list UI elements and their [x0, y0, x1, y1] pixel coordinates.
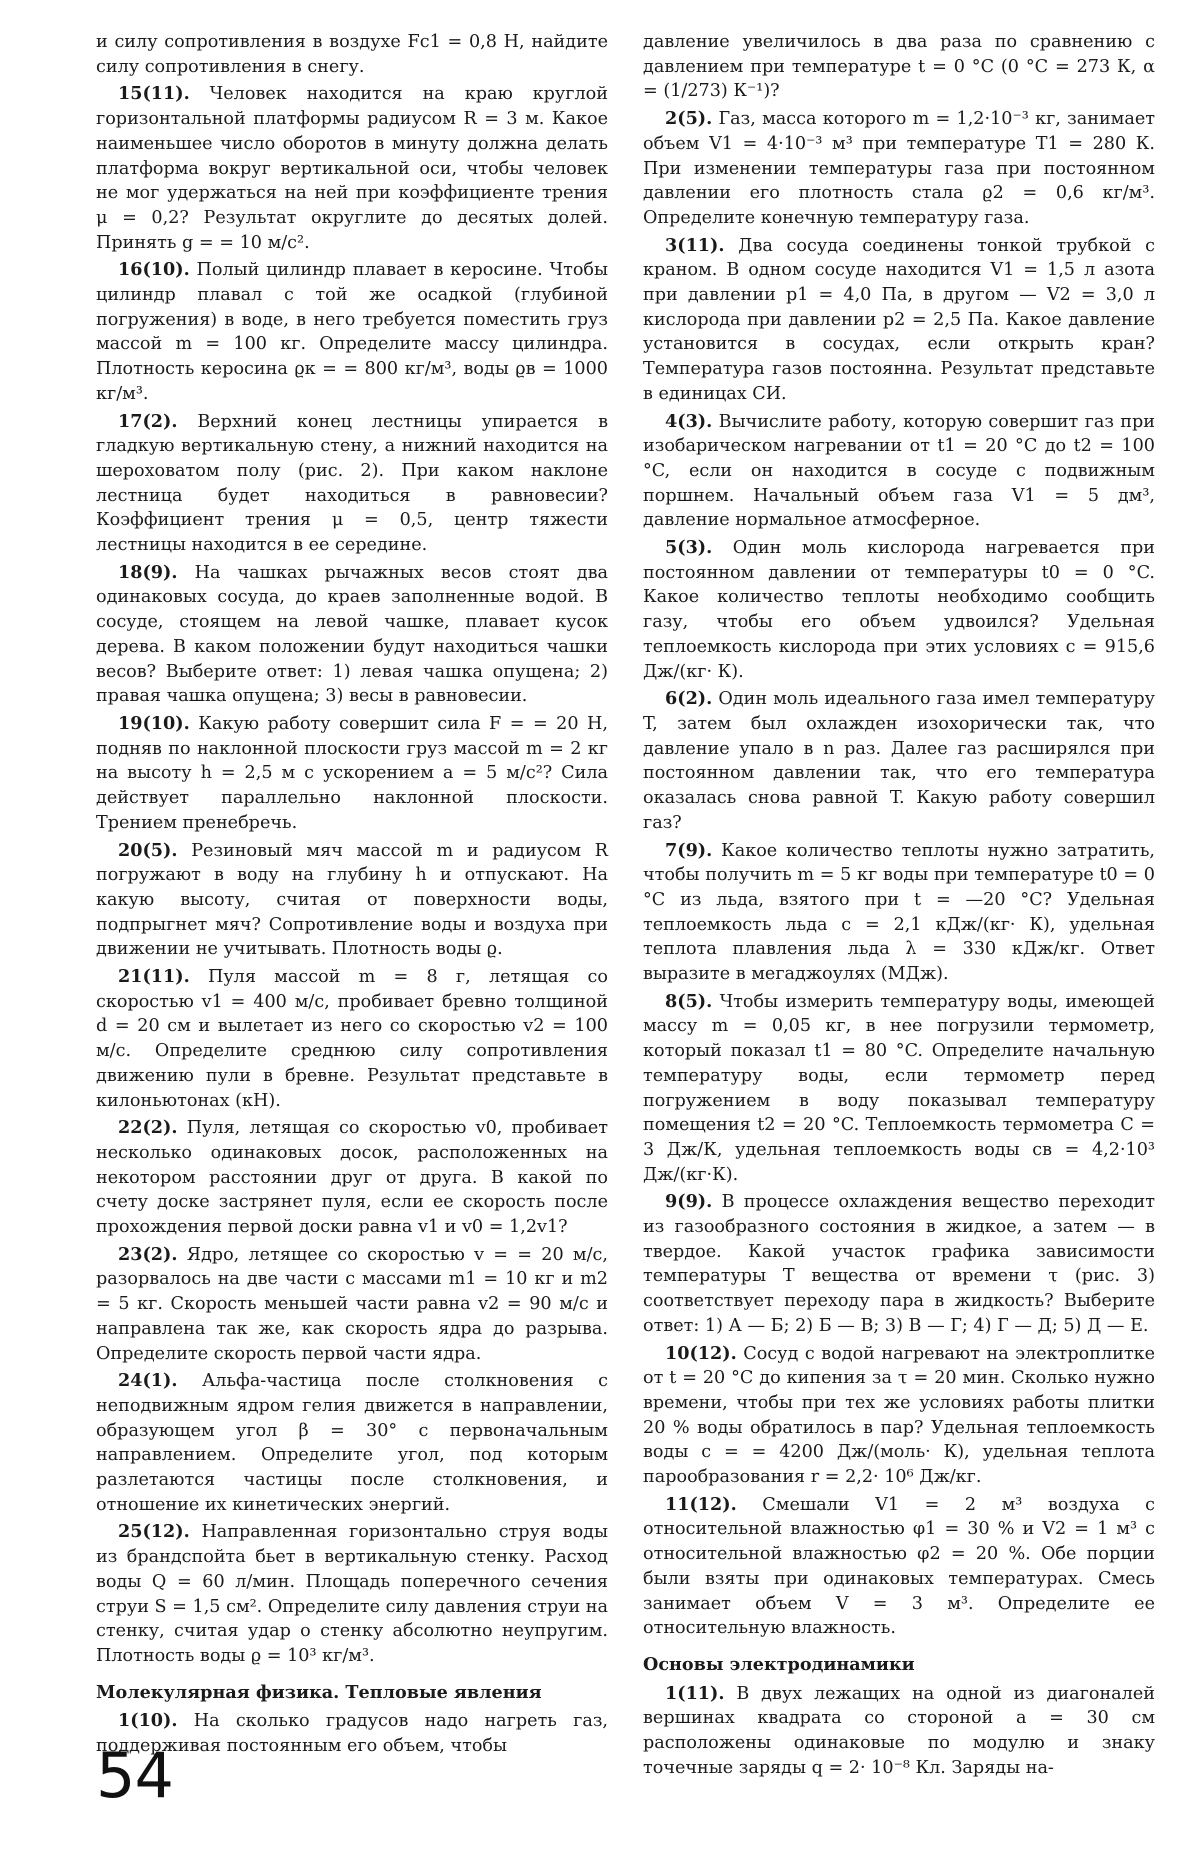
right-intro: давление увеличилось в два раза по сравнению с давлением при температуре t = 0 °C (0 °C = 273 К, α = (1/273) К⁻¹)?	[643, 32, 1155, 102]
left-column	[96, 30, 608, 1759]
problem-el-1: 1(11). В двух лежащих на одной из диагоналей вершинах квадрата со стороной a = 30 см расположены одинаковые по модулю и знаку точечные заряды q = 2· 10⁻⁸ Кл. Заряды на-	[643, 1682, 1155, 1778]
problem-21: 21(11). Пуля массой m = 8 г, летящая со скоростью v1 = 400 м/с, пробивает бревно толщиной d = 20 см и вылетает из него со скоростью v2 = 100 м/с. Определите среднюю силу сопротивления движению пули в бревне. Результат представьте в килоньютонах (кН).	[96, 966, 609, 1111]
problem-15: 15(11). Человек находится на краю круглой горизонтальной платформы радиусом R = 3 м. Какое наименьшее число оборотов в минуту должна делать платформа вокруг вертикальной оси, чтобы человек не мог удержаться на ней при коэффициенте трения μ = 0,2? Результат округлите до десятых долей. Принять g = = 10 м/с².	[96, 83, 609, 253]
problem-20: 20(5). Резиновый мяч массой m и радиусом R погружают в воду на глубину h и отпускают. На какую высоту, считая от поверхности воды, подпрыгнет мяч? Сопротивление воды и воздуха при движении не учитывать. Плотность воды ϱ.	[96, 839, 608, 960]
problem-17: 17(2). Верхний конец лестницы упирается в гладкую вертикальную стену, а нижний находится на шероховатом полу (рис. 2). При каком наклоне лестница будет находиться в равновесии? Коэффициент трения μ = 0,5, центр тяжести лестницы находится в ее середине.	[96, 410, 609, 556]
right-column	[643, 30, 1155, 1781]
page-number: 54	[96, 1739, 173, 1812]
problem-22: 22(2). Пуля, летящая со скоростью v0, пробивает несколько одинаковых досок, расположенных на некотором расстоянии друг от друга. В какой по счету доске застрянет пуля, если ее скорость после прохождения первой доски равна v1 и v0 = 1,2v1?	[96, 1117, 608, 1238]
section-title-electro: Основы электродинамики	[643, 1654, 915, 1675]
problem-mol-4: 4(3). Вычислите работу, которую совершит газ при изобарическом нагревании от t1 = 20 °C до t2 = 100 °C, если он находится в сосуде с подвижным поршнем. Начальный объем газа V1 = 5 дм³, давление нормальное атмосферное.	[643, 410, 1155, 531]
section-title-molecular: Молекулярная физика. Тепловые явления	[96, 1681, 542, 1703]
problem-mol-10: 10(12). Сосуд с водой нагревают на электроплитке от t = 20 °C до кипения за τ = 20 мин. Сколько нужно времени, чтобы при тех же условиях работы плитки 20 % воды обратилось в пар? Удельная теплоемкость воды c = = 4200 Дж/(моль· К), удельная теплота парообразования r = 2,2· 10⁶ Дж/кг.	[643, 1342, 1155, 1488]
problem-19: 19(10). Какую работу совершит сила F = = 20 Н, подняв по наклонной плоскости груз массой m = 2 кг на высоту h = 2,5 м с ускорением a = 5 м/с²? Сила действует параллельно наклонной плоскости. Трением пренебречь.	[96, 712, 608, 833]
problem-mol-2: 2(5). Газ, масса которого m = 1,2·10⁻³ кг, занимает объем V1 = 4·10⁻³ м³ при температуре T1 = 280 К. При изменении температуры газа при постоянном давлении его плотность стала ϱ2 = 0,6 кг/м³. Определите конечную температуру газа.	[643, 108, 1156, 228]
problem-mol-1: 1(10). На сколько градусов надо нагреть газ, поддерживая постоянным его объем, чтобы	[96, 1710, 609, 1757]
problem-18: 18(9). На чашках рычажных весов стоят два одинаковых сосуда, до краев заполненные водой. В сосуде, стоящем на левой чашке, плавает кусок дерева. В каком положении будут находиться чашки весов? Выберите ответ: 1) левая чашка опущена; 2) правая чашка опущена; 3) весы в равновесии.	[96, 561, 608, 707]
problem-mol-5: 5(3). Один моль кислорода нагревается при постоянном давлении от температуры t0 = 0 °C. Какое количество теплоты необходимо сообщить газу, чтобы его объем удвоился? Удельная теплоемкость кислорода при этих условиях c = 915,6 Дж/(кг· К).	[643, 537, 1156, 682]
problem-mol-6: 6(2). Один моль идеального газа имел температуру T, затем был охлажден изохорически так, что давление упало в n раз. Далее газ расширялся при постоянном давлении так, что его температура оказалась снова равной T. Какую работу совершил газ?	[643, 688, 1155, 833]
problem-24: 24(1). Альфа-частица после столкновения с неподвижным ядром гелия движется в направлении, образующем угол β = 30° с первоначальным направлением. Определите угол, под которым разлетаются частицы после столкновения, и отношение их кинетических энергий.	[96, 1370, 609, 1515]
problem-25: 25(12). Направленная горизонтально струя воды из брандспойта бьет в вертикальную стенку. Расход воды Q = 60 л/мин. Площадь поперечного сечения струи S = 1,5 см². Определите силу давления струи на стенку, считая удар о стенку абсолютно неупругим. Плотность воды ϱ = 10³ кг/м³.	[96, 1521, 609, 1666]
problem-16: 16(10). Полый цилиндр плавает в керосине. Чтобы цилиндр плавал с той же осадкой (глубиной погружения) в воде, в него требуется поместить груз массой m = 100 кг. Определите массу цилиндра. Плотность керосина ϱк = = 800 кг/м³, воды ϱв = 1000 кг/м³.	[96, 259, 609, 404]
left-intro: и силу сопротивления в воздухе Fc1 = 0,8 Н, найдите силу сопротивления в снегу.	[96, 32, 608, 77]
problem-23: 23(2). Ядро, летящее со скоростью v = = 20 м/с, разорвалось на две части с массами m1 = 10 кг и m2 = 5 кг. Скорость меньшей части равна v2 = 90 м/с и направлена так же, как скорость ядра до разрыва. Определите скорость первой части ядра.	[96, 1243, 608, 1364]
problem-mol-9: 9(9). В процессе охлаждения вещество переходит из газообразного состояния в жидкое, а затем — в твердое. Какой участок графика зависимости температуры T вещества от времени τ (рис. 3) соответствует переходу пара в жидкость? Выберите ответ: 1) А — Б; 2) Б — В; 3) В — Г; 4) Г — Д; 5) Д — Е.	[643, 1191, 1156, 1336]
problem-mol-8: 8(5). Чтобы измерить температуру воды, имеющей массу m = 0,05 кг, в нее погрузили термометр, который показал t1 = 80 °C. Определите начальную температуру воды, если термометр перед погружением в воду показывал температуру помещения t2 = 20 °C. Теплоемкость термометра C = 3 Дж/К, удельная теплоемкость воды cв = 4,2·10³ Дж/(кг·К).	[643, 990, 1156, 1185]
problem-mol-3: 3(11). Два сосуда соединены тонкой трубкой с краном. В одном сосуде находится V1 = 1,5 л азота при давлении p1 = 4,0 Па, в другом — V2 = 3,0 л кислорода при давлении p2 = 2,5 Па. Какое давление установится в сосудах, если открыть кран? Температура газов постоянна. Результат представьте в единицах СИ.	[643, 234, 1155, 404]
problem-mol-7: 7(9). Какое количество теплоты нужно затратить, чтобы получить m = 5 кг воды при температуре t0 = 0 °C из льда, взятого при t = —20 °C? Удельная теплоемкость льда c = 2,1 кДж/(кг· К), удельная теплота плавления льда λ = 330 кДж/кг. Ответ выразите в мегаджоулях (МДж).	[643, 839, 1155, 985]
problem-mol-11: 11(12). Смешали V1 = 2 м³ воздуха с относительной влажностью φ1 = 30 % и V2 = 1 м³ с относительной влажностью φ2 = 20 %. Обе порции были взяты при одинаковых температурах. Смесь занимает объем V = 3 м³. Определите ее относительную влажность.	[643, 1493, 1155, 1639]
